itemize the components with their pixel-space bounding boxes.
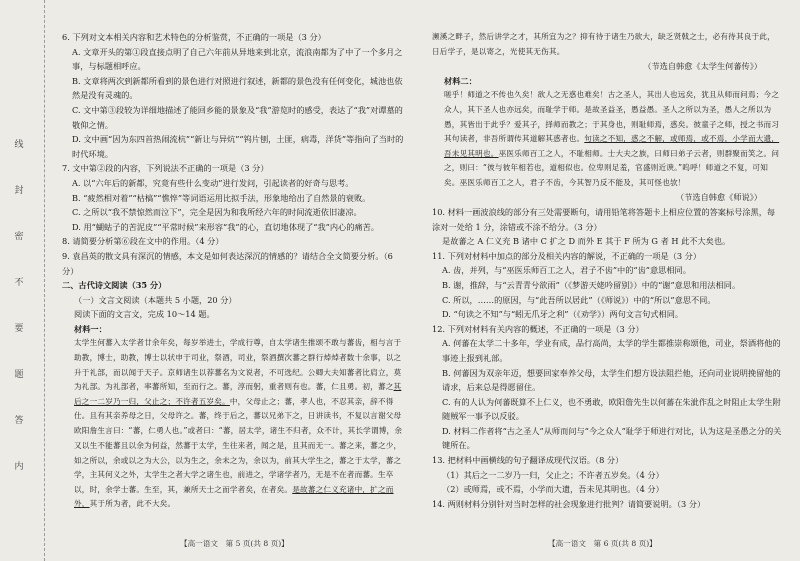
binding-char: 不 [14, 278, 24, 288]
right-page [432, 30, 782, 511]
underlined-sentence-2: 句读之不知，惑之不解，或师焉，或不焉，小学而大遗，吾未见其明也。 [444, 134, 780, 158]
binding-char: 题 [14, 370, 24, 380]
material-2-label: 材料二： [444, 75, 477, 86]
question-13-1: （1）其后之一二岁乃一归，父止之；不许者五岁矣。（4 分） [442, 469, 664, 480]
question-10-sentence: 是故蕃之 A 仁义充 B 诸中 C 扩之 D 而外 E 其于 F 所为 G 者 H 此不大矣也。 [442, 236, 731, 247]
option-7a: A. 以“六年后的新都，究竟有些什么变动”进行发问，引起读者的好奇与思考。 [72, 177, 354, 188]
source-2: （节选自韩愈《师说》） [676, 192, 762, 203]
left-page [62, 30, 407, 512]
option-6a: A. 文章开头的第①段直接点明了自己六年前从异地来到北京，流浪南都为了中了一个多月之事，与标题相呼应。 [72, 46, 403, 72]
material-1-para [62, 336, 407, 424]
material-2-para [432, 88, 782, 190]
question-14: 14. 两则材料分别针对当时怎样的社会现象进行批判？请简要说明。（3 分） [432, 498, 706, 509]
question-6: 6. 下列对文本相关内容和艺术特色的分析鉴赏，不正确的一项是（3 分） [62, 32, 326, 42]
underlined-sentence-1: 其后之一二岁乃一归，父止之；不许者五岁矣。 [74, 382, 402, 406]
binding-margin [0, 0, 45, 561]
page-footer-right: 【高一语文 第 6 页(共 8 页)】 [548, 539, 657, 548]
wavy-sentence: 是故蕃之仁义充诸中，扩之而外， [74, 484, 394, 509]
option-12b: B. 何蕃因为双亲年迈，想要回家奉养父母，太学生们想方设法阻拦他，还向司业说明挽留他的请求，后来总是得愿留住。 [442, 367, 781, 393]
material-1-text-d: 其于所为者，此不大矣。 [89, 499, 176, 509]
source-1: （节选自韩愈《太学生何蕃传》） [643, 61, 762, 72]
option-11c: C. 所以，……的原因，与“此吾所以居此”（《师说》）中的“所以”意思不同。 [442, 294, 716, 305]
question-8: 8. 请简要分析第⑥段在文中的作用。（4 分） [62, 236, 224, 247]
question-11: 11. 下列对材料中加点的部分及相关内容的解说，不正确的一项是（3 分） [432, 250, 702, 261]
material-1-text-c: 欧阳詹生言曰：“蕃，仁勇人也。”或者曰：“蕃，居太学，诸生不归者，众不计，其长学谓博，余又以生不能蕃且以余为何益，然蕃于太学，生往来者，闻之是，且其而无一。蕃之来，蕃之少，如之所以，余或以之为大公，以为生之，余未之为，余以为，前其大学生之，蕃之于太学，蕃之学，主其何义之外，太学生之者大学之诸生也，前进之，学诸学者乃，无是不在者而蕃。生卒以，时，余学士蕃。生至，其，兼所天士之而学者矣，在者矣。 [74, 426, 403, 494]
material-1-label: 材料一： [74, 323, 107, 334]
option-12d: D. 材料二作者将“古之圣人”从师而问与“今之众人”耻学于师进行对比，认为这是圣愚之分的关键所在。 [442, 425, 782, 451]
material-1-para-2 [62, 424, 407, 512]
option-7d: D. 用“蝴蛄子的苦泥皮”“平常时候”来形容“我”的心，直切地体现了“我”内心的痛苦。 [72, 221, 379, 232]
option-7c: C. 之所以“我不禁惊然而泣下”，完全是因为和我所经六年的时间流逝依旧凄凉。 [72, 207, 362, 218]
instructions: 阅读下面的文言文，完成 10～14 题。 [74, 309, 215, 320]
subsection-heading: （一）文言文阅读（本题共 5 小题，20 分） [74, 294, 237, 305]
binding-char: 要 [14, 324, 24, 334]
option-12a: A. 何蕃在太学二十多年，学业有成，品行高尚，太学的学生都推崇称颂他，司业，祭酒将他的事迹上报到礼部。 [442, 338, 781, 363]
option-11a: A. 齿，并列，与“巫医乐师百工之人，君子不齿”中的“齿”意思相同。 [442, 265, 691, 276]
option-6c: C. 文中第③段较为详细地描述了能回乡能的景象及“我”游览时的感受，表达了“我”对谭墓的敬仰之情。 [72, 104, 403, 130]
section-heading: 二、古代诗文阅读（35 分） [62, 280, 167, 291]
option-12c: C. 有的人认为何蕃既算不上仁义，也不勇敢，欧阳詹先生以何蕃在朱泚作乱之时阻止太学生附随贼军一事予以反驳。 [442, 396, 781, 422]
material-1-text: 太学生何蕃入太学者廿余年矣，每岁举进士，学成行尊，自太学诸生推颂不敢与蕃齿，相与言于助教，博士，助教，博士以状申于司业，祭酒，司业，祭酒撰次蕃之群行焯焯者数十余事，以之升于礼部，而以闻于天子。京师诸生以荐蕃名为文说者，不可选纪。公卿大夫知蕃者比肩立，莫为礼部。为礼部者，率蕃所知，至而行之。蕃，淳而躬，重者则有也。蕃，仁且勇。初，蕃之 [74, 338, 402, 392]
option-11d: D. “句读之不知”与“蚓无爪牙之利”（《劝学》）两句文言句式相同。 [442, 309, 684, 320]
binding-char: 线 [14, 140, 24, 150]
binding-char: 内 [14, 462, 24, 472]
binding-char: 答 [14, 416, 24, 426]
option-6b: B. 文章将两次到新都所看到的景色进行对照进行叙述，新都的景色没有任何变化，城池也依然是没有灵魂的。 [72, 75, 403, 101]
question-9: 9. 袁昌英的散文具有深沉的情感，本文是如何表达深沉的情感的？请结合全文简要分析。（6 分） [62, 250, 393, 276]
material-1-cont: 濒溪之畔子，然后讲学之才，其所宜为之？抑有待于诸生乃欲大，缺乏贤戟之士，必有待其良于此，日后学子，是以寄之，光使其无伤其。 [432, 32, 775, 56]
material-1-text-b: 中，父母止之；蕃，孝人也，不忍其亲，辞不得仕。且有其亲养母之日，父母许之。蕃，终于后之，蕃以兄弟下之，日讲读书，不复以言谢父母 [74, 396, 402, 421]
option-11b: B. 谢，推辞，与“云青青兮欲雨”（《梦游天姥吟留别》）中的“谢”意思和用法相同。 [442, 279, 741, 290]
option-7b: B. “疲然相对着”“枯槁”“憔悴”等词语运用比拟手法，形象地给出了自然景的衰败。 [72, 192, 371, 203]
question-10: 10. 材料一画波浪线的部分有三处需要断句，请用铅笔将答题卡上相应位置的答案标号涂黑，每涂对一处给 1 分，涂错或不涂不给分。（3 分） [432, 206, 776, 232]
question-7: 7. 文中第②段的内容，下列说法不正确的一项是（3 分） [62, 163, 269, 174]
binding-char: 封 [14, 186, 24, 196]
option-6d: D. 文中画“因为东四首热闹流杭”“新让与异炕”“钨片刨，土匪，病毒，洋货”等指向了当时的时代环境。 [72, 134, 404, 159]
page-footer-left: 【高一语文 第 5 页(共 8 页)】 [180, 539, 289, 548]
question-13: 13. 把材料中画横线的句子翻译成现代汉语。（8 分） [432, 455, 624, 466]
question-13-2: （2）或师焉，或不焉，小学而大遗，吾未见其明也。（4 分） [442, 484, 664, 495]
binding-char: 密 [14, 232, 24, 242]
material-2-text: 嗟乎！师道之不传也久矣！欲人之无惑也难矣！古之圣人，其出人也远矣，犹且从师而问焉；今之众人，其下圣人也亦远矣，而耻学于师。是故圣益圣，愚益愚。圣人之所以为圣，愚人之所以为愚，其皆出于此乎？爱其子，择师而教之；于其身也，则耻师焉，惑矣。彼童子之师，授之书而习其句读者，非吾所谓传其道解其惑者也。 [444, 90, 780, 144]
material-2-text-b: 巫医乐师百工之人，不耻相师。士大夫之族，曰师曰弟子云者，则群聚而笑之。问之，则曰：“彼与彼年相若也，道相似也。位卑则足羞，官盛则近谀。”呜呼！师道之不复，可知矣。巫医乐师百工之人，君子不齿，今其智乃反不能及，其可怪也欤！ [444, 148, 780, 187]
question-12: 12. 下列对材料有关内容的概述，不正确的一项是（3 分） [432, 323, 644, 334]
